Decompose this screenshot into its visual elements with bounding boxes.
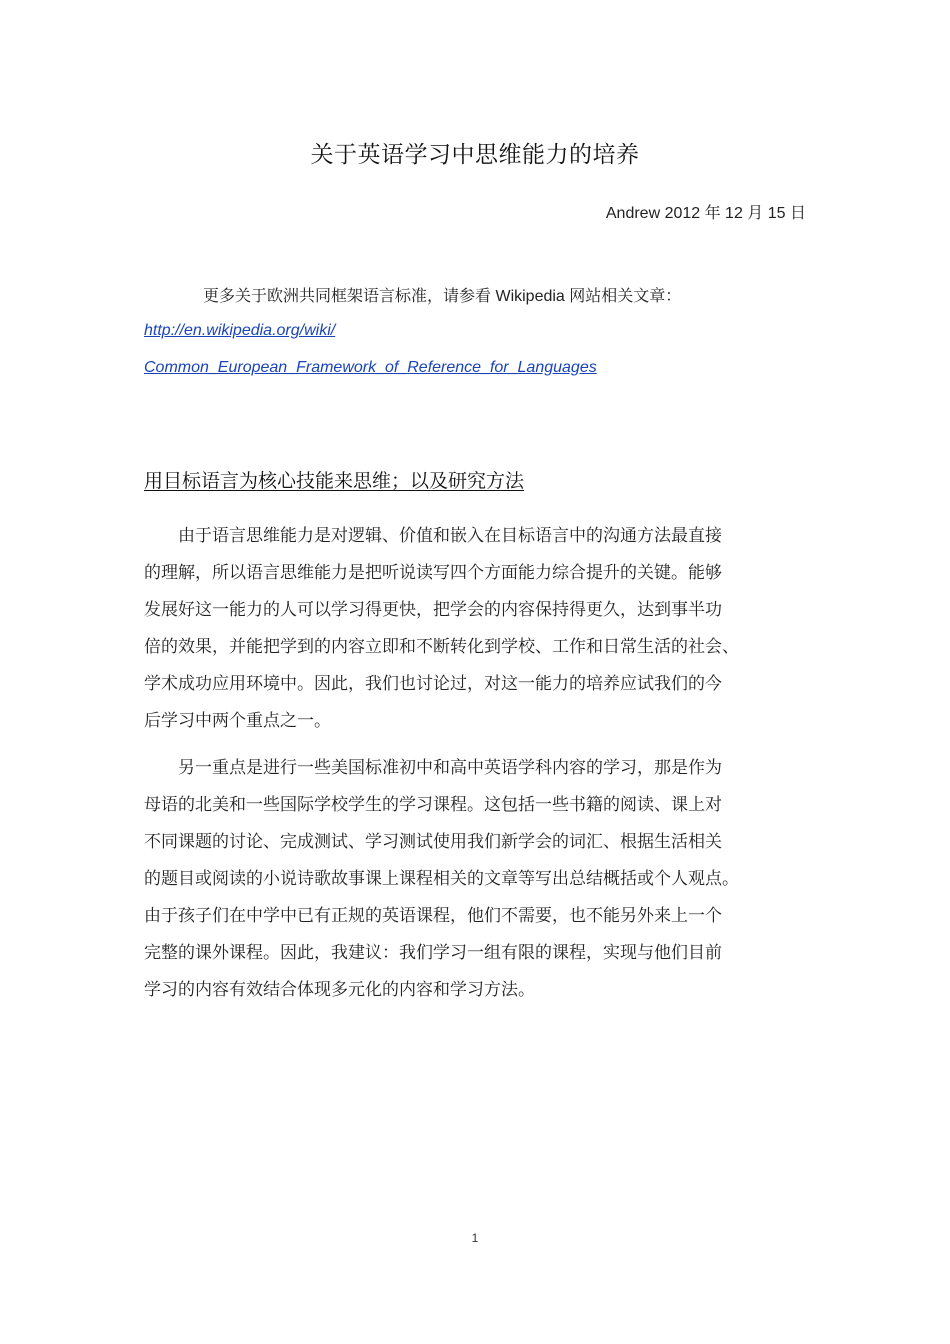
paragraph-2-line: 完整的课外课程。因此，我建议：我们学习一组有限的课程，实现与他们目前: [144, 943, 722, 963]
page-number: 1: [471, 1231, 479, 1245]
paragraph-1-line: 的理解，所以语言思维能力是把听说读写四个方面能力综合提升的关键。能够: [144, 563, 722, 583]
paragraph-2: [144, 750, 824, 1009]
reference-intro: [203, 283, 681, 306]
reference-site-name: Wikipedia: [491, 288, 570, 305]
reference-intro-suffix: 网站相关文章：: [569, 286, 682, 305]
section-heading: 用目标语言为核心技能来思维；以及研究方法: [144, 470, 525, 492]
author-date-line: Andrew 2012 年 12 月 15 日: [605, 205, 806, 222]
document-title: 关于英语学习中思维能力的培养: [310, 142, 640, 168]
paragraph-1: [144, 518, 824, 740]
paragraph-2-line: 由于孩子们在中学中已有正规的英语课程，他们不需要，也不能另外来上一个: [144, 906, 722, 926]
paragraph-1-line: 倍的效果，并能把学到的内容立即和不断转化到学校、工作和日常生活的社会、: [144, 637, 739, 657]
paragraph-2-line: 另一重点是进行一些美国标准初中和高中英语学科内容的学习，那是作为: [178, 758, 722, 778]
paragraph-2-line: 学习的内容有效结合体现多元化的内容和学习方法。: [144, 980, 535, 1000]
paragraph-2-line: 不同课题的讨论、完成测试、学习测试使用我们新学会的词汇、根据生活相关: [144, 832, 722, 852]
reference-intro-text: 更多关于欧洲共同框架语言标准，请参看: [203, 286, 492, 305]
paragraph-1-line: 后学习中两个重点之一。: [144, 711, 331, 731]
paragraph-1-line: 发展好这一能力的人可以学习得更快，把学会的内容保持得更久，达到事半功: [144, 600, 722, 620]
paragraph-1-line: 由于语言思维能力是对逻辑、价值和嵌入在目标语言中的沟通方法最直接: [178, 526, 722, 546]
wikipedia-link-line-1[interactable]: http://en.wikipedia.org/wiki/: [144, 322, 336, 339]
wikipedia-link-line-2[interactable]: Common_European_Framework_of_Reference_for_Languages: [144, 359, 597, 376]
paragraph-2-line: 的题目或阅读的小说诗歌故事课上课程相关的文章等写出总结概括或个人观点。: [144, 869, 739, 889]
paragraph-2-line: 母语的北美和一些国际学校学生的学习课程。这包括一些书籍的阅读、课上对: [144, 795, 722, 815]
paragraph-1-line: 学术成功应用环境中。因此，我们也讨论过，对这一能力的培养应试我们的今: [144, 674, 722, 694]
